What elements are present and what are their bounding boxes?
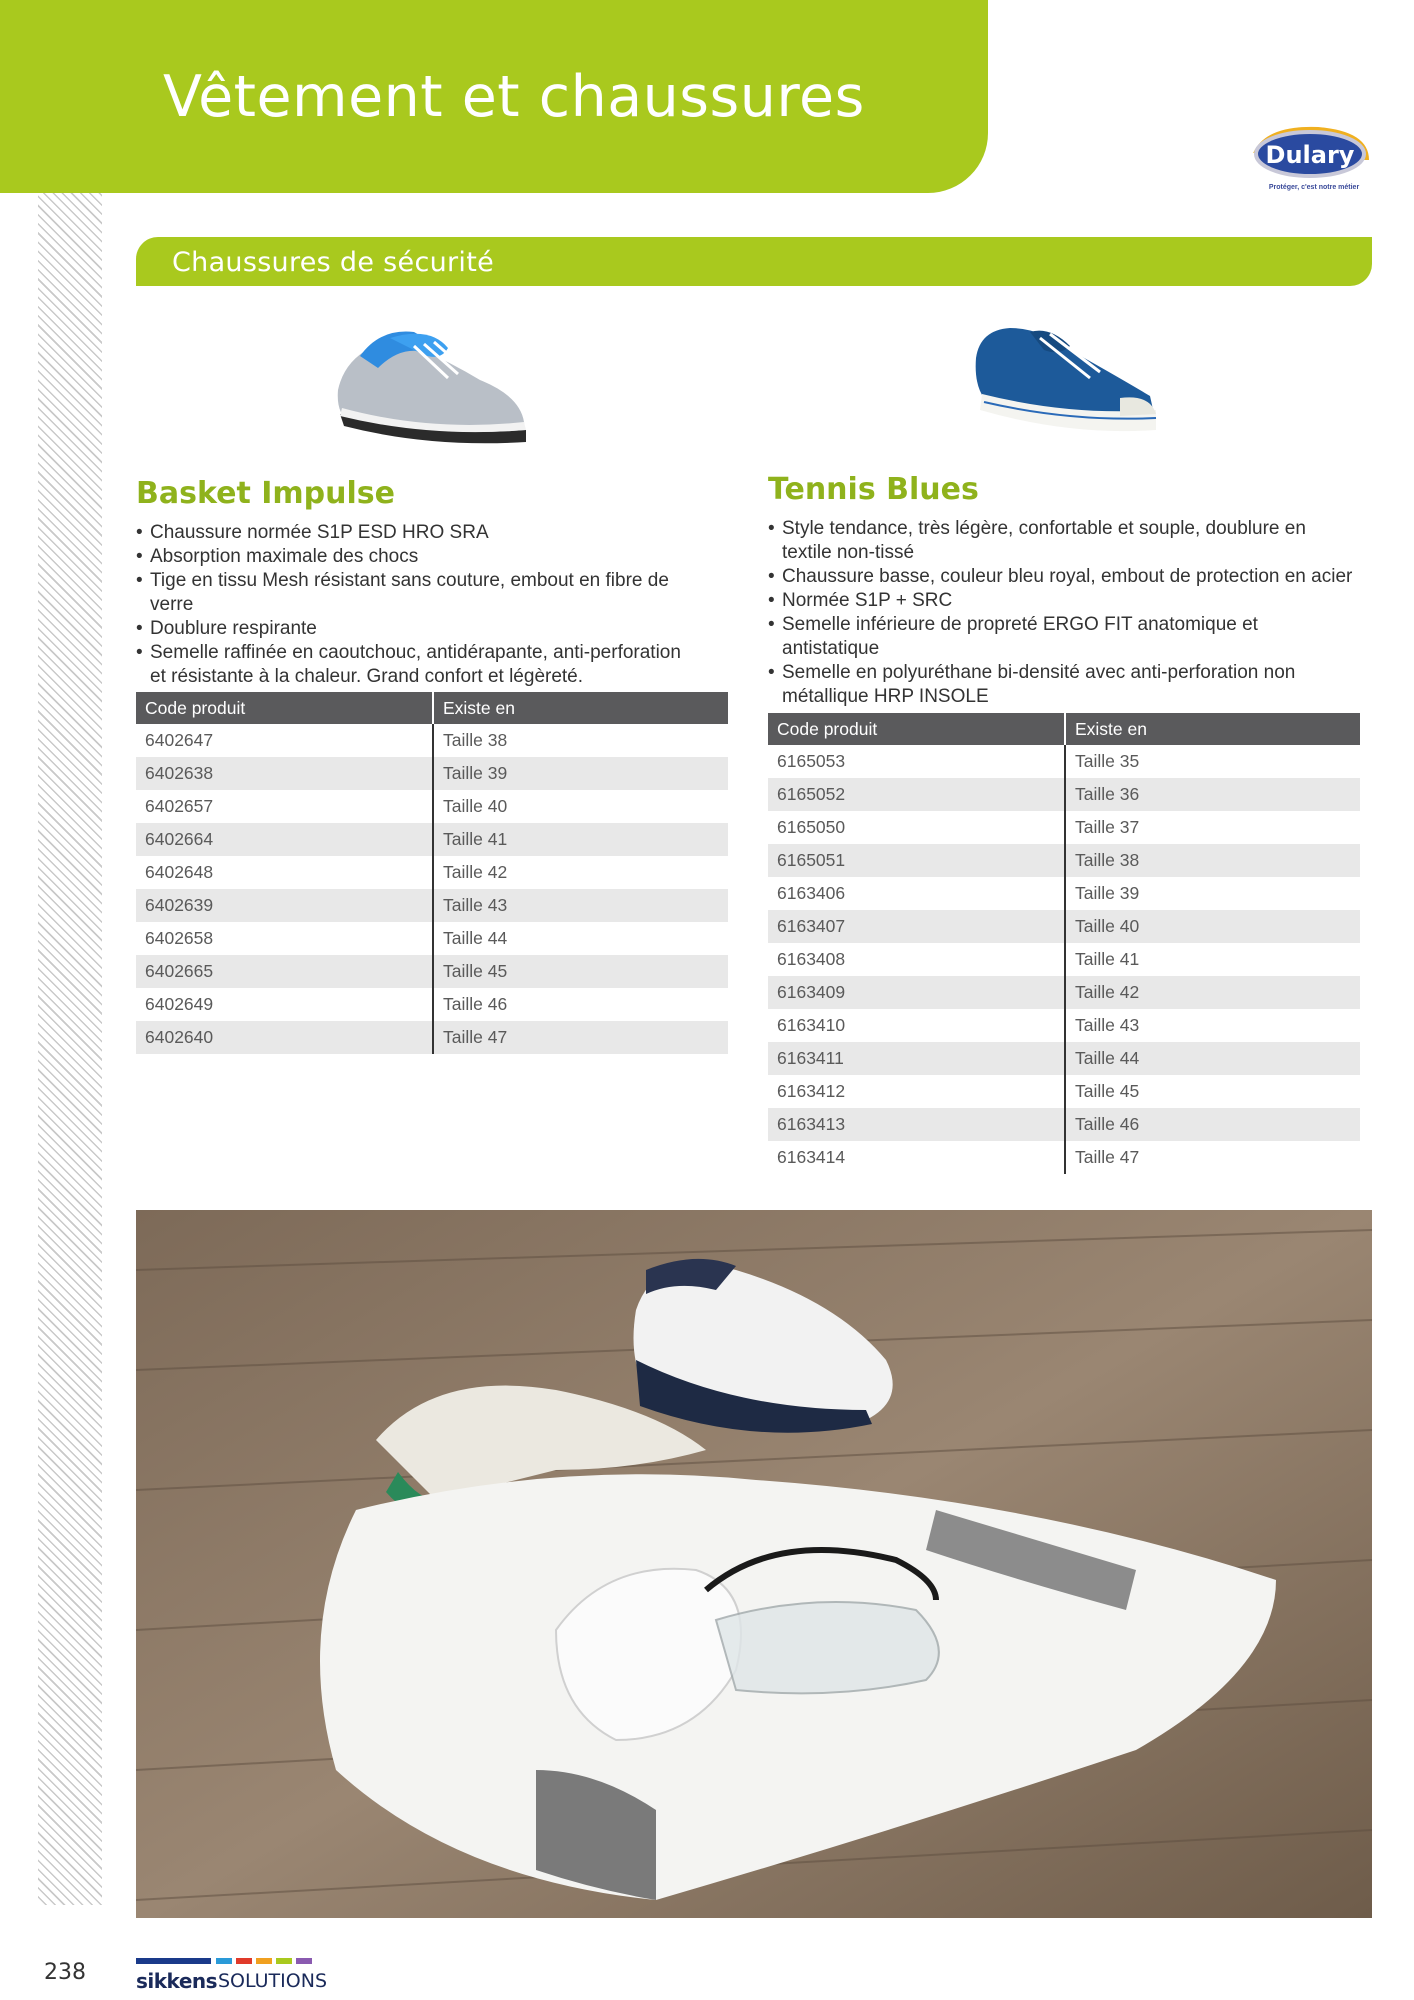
table-row: 6402638 Taille 39 xyxy=(136,757,728,790)
list-item: • Semelle inférieure de propreté ERGO FIT anatomique et antistatique xyxy=(768,614,1258,659)
list-item: • Doublure respirante xyxy=(136,618,317,639)
table-row: 6165051 Taille 38 xyxy=(768,844,1360,877)
workwear-photo xyxy=(136,1210,1372,1918)
table-row: 6402640 Taille 47 xyxy=(136,1021,728,1054)
table-row: 6402664 Taille 41 xyxy=(136,823,728,856)
column-header: Code produit xyxy=(136,692,433,724)
table-row: 6163413 Taille 46 xyxy=(768,1108,1360,1141)
brand-name: sikkens xyxy=(136,1969,218,1993)
product-tennis-blues xyxy=(768,472,1360,709)
table-row: 6165053 Taille 35 xyxy=(768,745,1360,778)
table-row: 6163406 Taille 39 xyxy=(768,877,1360,910)
table-row: 6163407 Taille 40 xyxy=(768,910,1360,943)
list-item: • Normée S1P + SRC xyxy=(768,590,953,611)
table-row: 6402648 Taille 42 xyxy=(136,856,728,889)
brand-color-strip-6 xyxy=(296,1958,312,1964)
list-item: • Semelle en polyuréthane bi-densité avec anti-perforation non métallique HRP INSOLE xyxy=(768,662,1296,707)
product-name: Tennis Blues xyxy=(768,472,979,507)
table-row: 6165050 Taille 37 xyxy=(768,811,1360,844)
table-row: 6163410 Taille 43 xyxy=(768,1009,1360,1042)
table-row: 6402657 Taille 40 xyxy=(136,790,728,823)
page-title: Vêtement et chaussures xyxy=(163,64,865,130)
section-title: Chaussures de sécurité xyxy=(172,247,495,278)
column-header: Existe en xyxy=(1065,713,1360,745)
table-row: 6163411 Taille 44 xyxy=(768,1042,1360,1075)
table-row: 6163414 Taille 47 xyxy=(768,1141,1360,1174)
table-row: 6402639 Taille 43 xyxy=(136,889,728,922)
feature-list xyxy=(136,521,696,689)
tennis-blues-image xyxy=(970,318,1160,438)
table-row: 6163409 Taille 42 xyxy=(768,976,1360,1009)
table-row: 6402649 Taille 46 xyxy=(136,988,728,1021)
product-basket-impulse xyxy=(136,476,696,689)
brand-color-strip-3 xyxy=(236,1958,252,1964)
table-row: 6165052 Taille 36 xyxy=(768,778,1360,811)
product-name: Basket Impulse xyxy=(136,476,395,511)
brand-color-strip-2 xyxy=(216,1958,232,1964)
basket-impulse-image xyxy=(330,318,530,448)
basket-impulse-table xyxy=(136,692,728,1054)
page-number: 238 xyxy=(44,1960,86,1985)
hatched-margin xyxy=(38,0,102,1905)
logo-tagline: Protéger, c'est notre métier xyxy=(1268,184,1360,191)
list-item: • Chaussure basse, couleur bleu royal, embout de protection en acier xyxy=(768,566,1353,587)
brand-color-strip-4 xyxy=(256,1958,272,1964)
column-header: Code produit xyxy=(768,713,1065,745)
list-item: • Semelle raffinée en caoutchouc, antidérapante, anti-perforation et résistante à la chaleur. Grand confort et légèreté. xyxy=(136,642,681,687)
feature-list xyxy=(768,517,1360,709)
brand-color-strip-1 xyxy=(136,1958,211,1964)
list-item: • Absorption maximale des chocs xyxy=(136,546,419,567)
table-row: 6402665 Taille 45 xyxy=(136,955,728,988)
table-row: 6163408 Taille 41 xyxy=(768,943,1360,976)
list-item: • Style tendance, très légère, confortable et souple, doublure en textile non-tissé xyxy=(768,518,1306,563)
tennis-blues-table xyxy=(768,713,1360,1174)
brand-solutions: SOLUTIONS xyxy=(218,1970,327,1992)
brand-color-strip-5 xyxy=(276,1958,292,1964)
list-item: • Tige en tissu Mesh résistant sans couture, embout en fibre de verre xyxy=(136,570,669,615)
logo-text: Dulary xyxy=(1265,141,1355,169)
table-row: 6402658 Taille 44 xyxy=(136,922,728,955)
table-row: 6402647 Taille 38 xyxy=(136,724,728,757)
column-header: Existe en xyxy=(433,692,728,724)
table-row: 6163412 Taille 45 xyxy=(768,1075,1360,1108)
list-item: • Chaussure normée S1P ESD HRO SRA xyxy=(136,522,489,543)
